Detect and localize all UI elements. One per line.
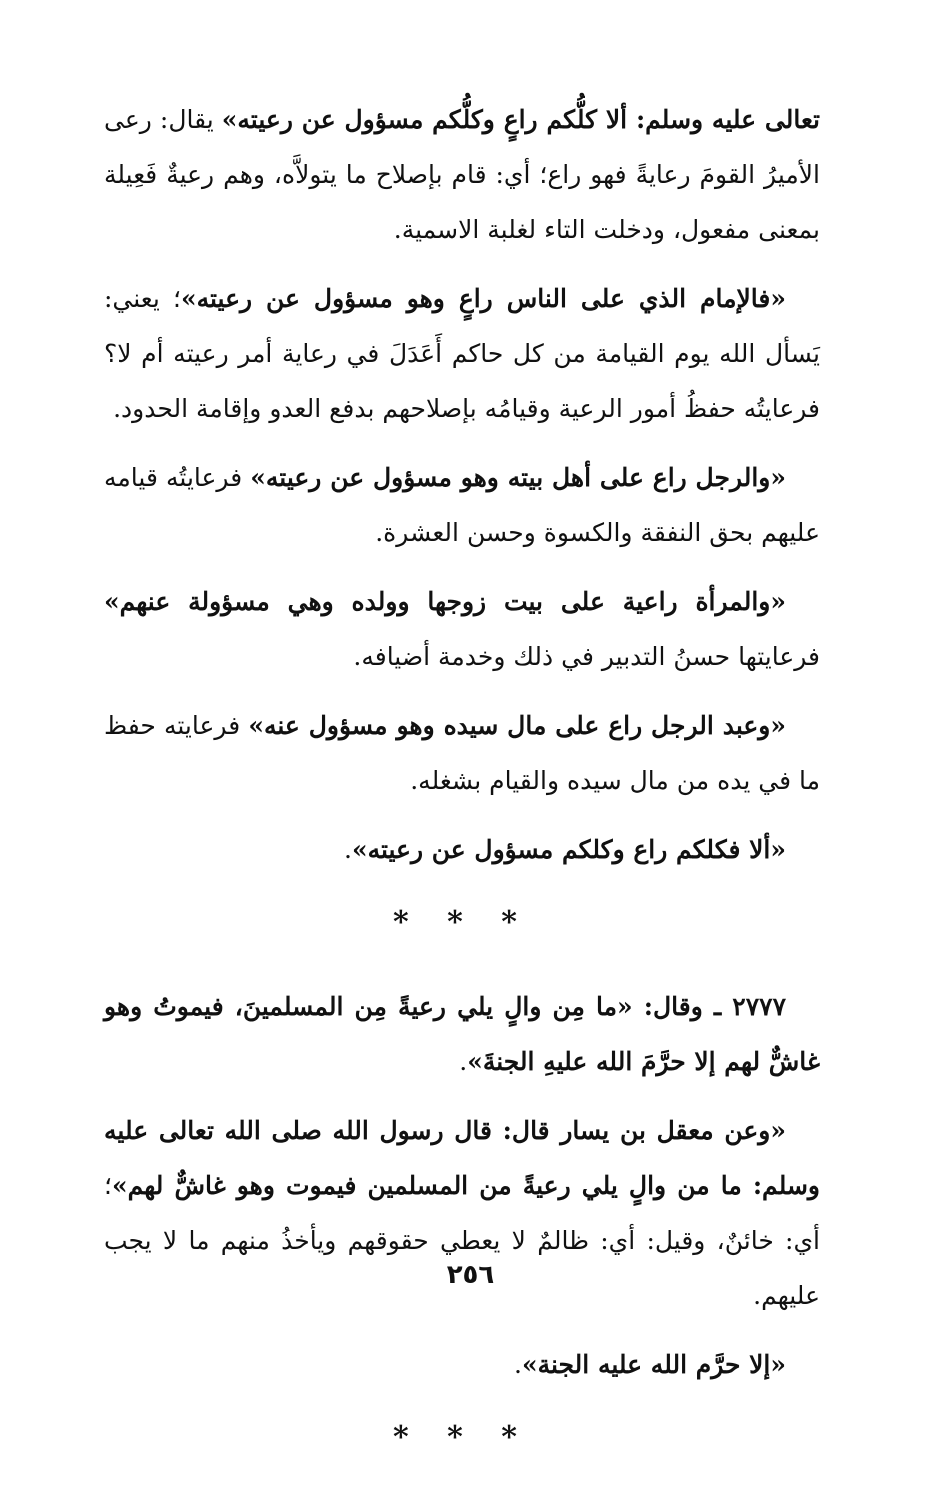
commentary-text: فرعايتها حسنُ التدبير في ذلك وخدمة أضيافه. [353, 642, 820, 671]
hadith-quote: «والمرأة راعية على بيت زوجها وولده وهي مسؤولة عنهم» [104, 587, 786, 616]
hadith-quote: «ألا فكلكم راع وكلكم مسؤول عن رعيته» [351, 835, 786, 864]
commentary-text: ؛ يعني: يَسأل الله يوم القيامة من كل حاكم أَعَدَلَ في رعاية أمر رعيته أم لا؟ فرعايتُه حفظُ أمور الرعية وقيامُه بإصلاحهم بدفع العدو وإقامة الحدود. [104, 284, 820, 423]
hadith-quote: «فالإمام الذي على الناس راعٍ وهو مسؤول عن رعيته» [180, 284, 786, 313]
hadith-quote: ٢٧٧٧ ـ وقال: «ما مِن والٍ يلي رعيةً مِن المسلمينَ، فيموتُ وهو غاشٌّ لهم إلا حرَّمَ الله عليهِ الجنةَ» [104, 992, 820, 1076]
paragraph-3 [104, 450, 820, 560]
paragraph-1 [104, 92, 820, 257]
hadith-quote: «وعبد الرجل راع على مال سيده وهو مسؤول عنه» [248, 711, 786, 740]
paragraph-4 [104, 574, 820, 684]
commentary-text: . [514, 1350, 522, 1379]
hadith-quote: تعالى عليه وسلم: ألا كلُّكم راعٍ وكلُّكم مسؤول عن رعيته» [221, 105, 820, 134]
paragraph-6 [104, 822, 820, 877]
commentary-text: ؛ أي: خائنٌ، وقيل: أي: ظالمٌ لا يعطي حقوقهم ويأخذُ منهم ما لا يجب عليهم. [104, 1171, 820, 1310]
paragraph-8 [104, 1103, 820, 1323]
hadith-2777 [104, 979, 820, 1089]
hadith-quote: «وعن معقل بن يسار قال: قال رسول الله صلى الله تعالى عليه وسلم: ما من والٍ يلي رعيةً من المسلمين فيموت وهو غاشٌّ لهم» [104, 1116, 820, 1200]
commentary-text: . [343, 835, 352, 864]
hadith-quote: «إلا حرَّم الله عليه الجنة» [521, 1350, 786, 1379]
commentary-text: . [459, 1047, 468, 1076]
commentary-text: فرعايته حفظ ما في يده من مال سيده والقيام بشغله. [104, 711, 820, 795]
paragraph-5 [104, 698, 820, 808]
section-separator: * * * [393, 1420, 531, 1455]
commentary-text: فرعايتُه قيامه عليهم بحق النفقة والكسوة وحسن العشرة. [104, 463, 820, 547]
section-separator: * * * [393, 905, 531, 940]
paragraph-2 [104, 271, 820, 436]
page-number: ٢٥٦ [446, 1260, 495, 1290]
hadith-quote: «والرجل راع على أهل بيته وهو مسؤول عن رعيته» [250, 463, 786, 492]
paragraph-9 [104, 1337, 820, 1392]
commentary-text: يقال: رعى الأميرُ القومَ رعايةً فهو راع؛ أي: قام بإصلاح ما يتولاَّه، وهم رعيةٌ فَعِيلة بمعنى مفعول، ودخلت التاء لغلبة الاسمية. [104, 105, 820, 244]
